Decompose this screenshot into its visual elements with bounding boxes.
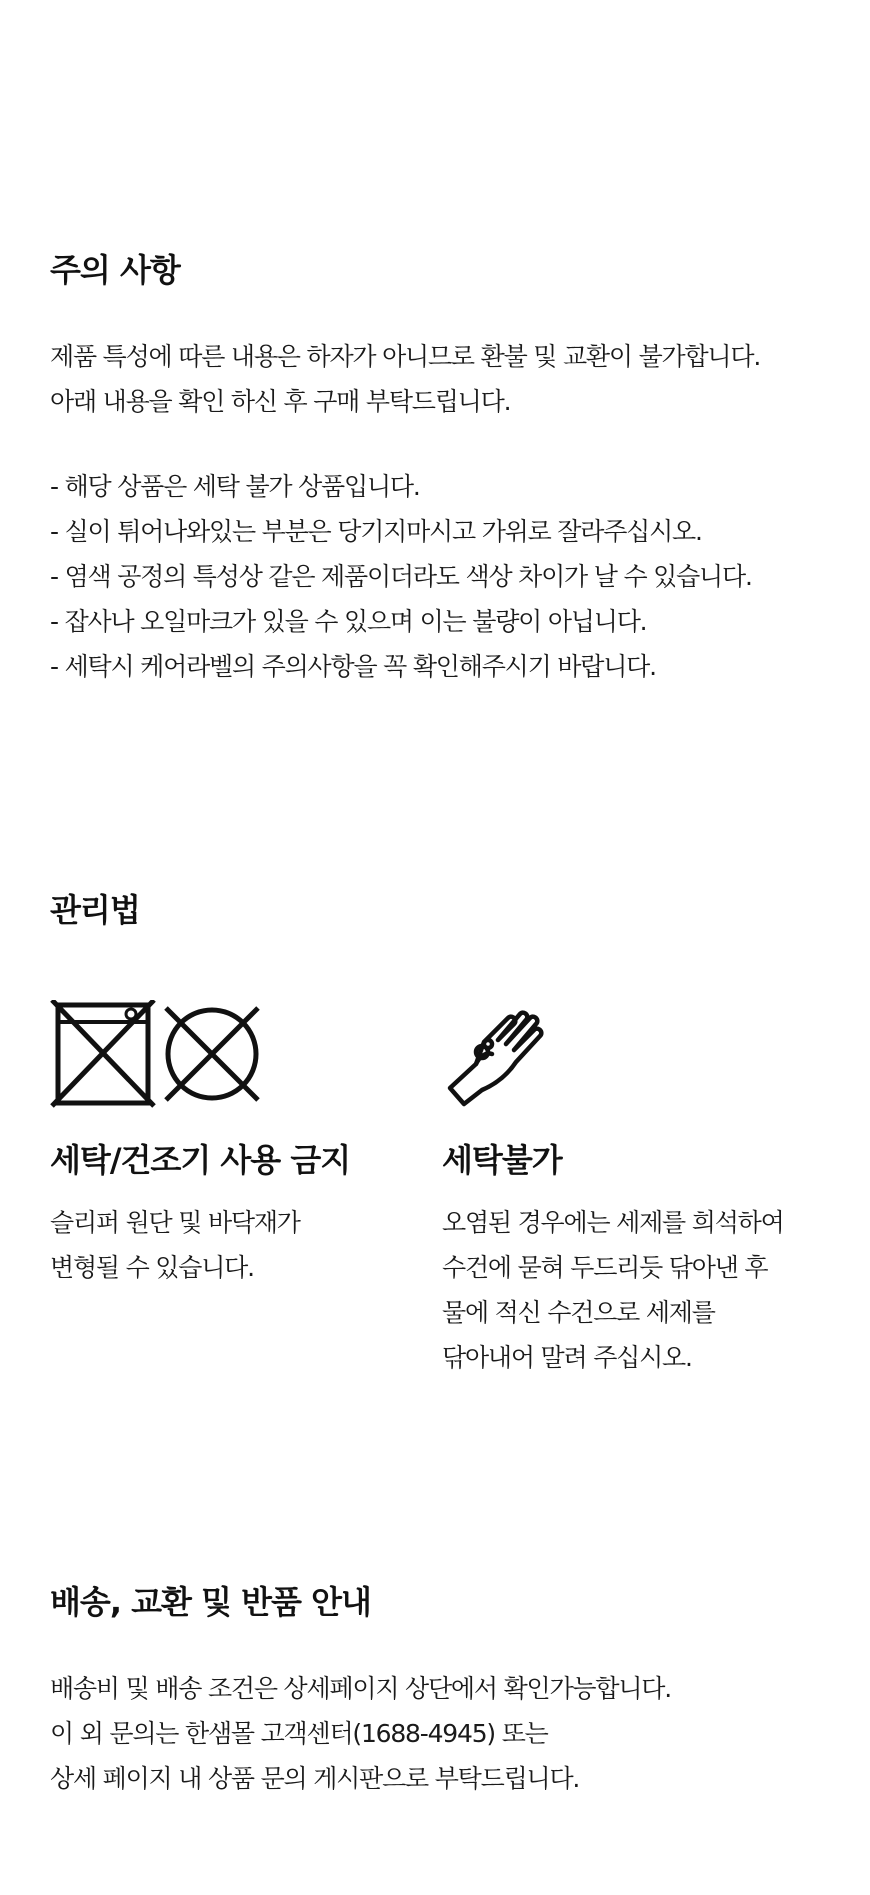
- care-card-1-icons: [50, 1000, 260, 1108]
- no-tumble-dry-icon: [50, 1000, 156, 1108]
- wipe-hand-icon: [442, 1000, 552, 1110]
- caution-item: - 잡사나 오일마크가 있을 수 있으며 이는 불량이 아닙니다.: [50, 607, 647, 636]
- caution-body: [50, 334, 760, 689]
- shipping-line: 이 외 문의는 한샘몰 고객센터(1688-4945) 또는: [50, 1719, 548, 1748]
- care-desc-line: 물에 적신 수건으로 세제를: [442, 1298, 715, 1327]
- care-desc-line: 수건에 묻혀 두드리듯 닦아낸 후: [442, 1253, 768, 1282]
- shipping-body: [50, 1666, 671, 1801]
- care-card-1-title: 세탁/건조기 사용 금지: [50, 1141, 351, 1179]
- care-card-2-title: 세탁불가: [442, 1141, 562, 1179]
- caution-item: - 해당 상품은 세탁 불가 상품입니다.: [50, 472, 420, 501]
- care-card-2-icons: [442, 1000, 552, 1110]
- shipping-title: 배송, 교환 및 반품 안내: [50, 1583, 371, 1621]
- care-card-1-desc: [50, 1200, 300, 1290]
- care-desc-line: 닦아내어 말려 주십시오.: [442, 1343, 692, 1372]
- caution-item: - 염색 공정의 특성상 같은 제품이더라도 색상 차이가 날 수 있습니다.: [50, 562, 752, 591]
- care-card-2-desc: [442, 1200, 784, 1380]
- caution-intro-line: 제품 특성에 따른 내용은 하자가 아니므로 환불 및 교환이 불가합니다.: [50, 342, 761, 371]
- caution-intro-line: 아래 내용을 확인 하신 후 구매 부탁드립니다.: [50, 387, 511, 416]
- care-title: 관리법: [50, 891, 140, 929]
- care-desc-line: 슬리퍼 원단 및 바닥재가: [50, 1208, 300, 1237]
- caution-title: 주의 사항: [50, 251, 180, 289]
- no-dry-clean-icon: [162, 1004, 262, 1104]
- care-desc-line: 변형될 수 있습니다.: [50, 1253, 254, 1282]
- shipping-line: 상세 페이지 내 상품 문의 게시판으로 부탁드립니다.: [50, 1764, 580, 1793]
- caution-item: - 세탁시 케어라벨의 주의사항을 꼭 확인해주시기 바랍니다.: [50, 652, 656, 681]
- caution-item: - 실이 튀어나와있는 부분은 당기지마시고 가위로 잘라주십시오.: [50, 517, 702, 546]
- shipping-line: 배송비 및 배송 조건은 상세페이지 상단에서 확인가능합니다.: [50, 1674, 671, 1703]
- care-desc-line: 오염된 경우에는 세제를 희석하여: [442, 1208, 784, 1237]
